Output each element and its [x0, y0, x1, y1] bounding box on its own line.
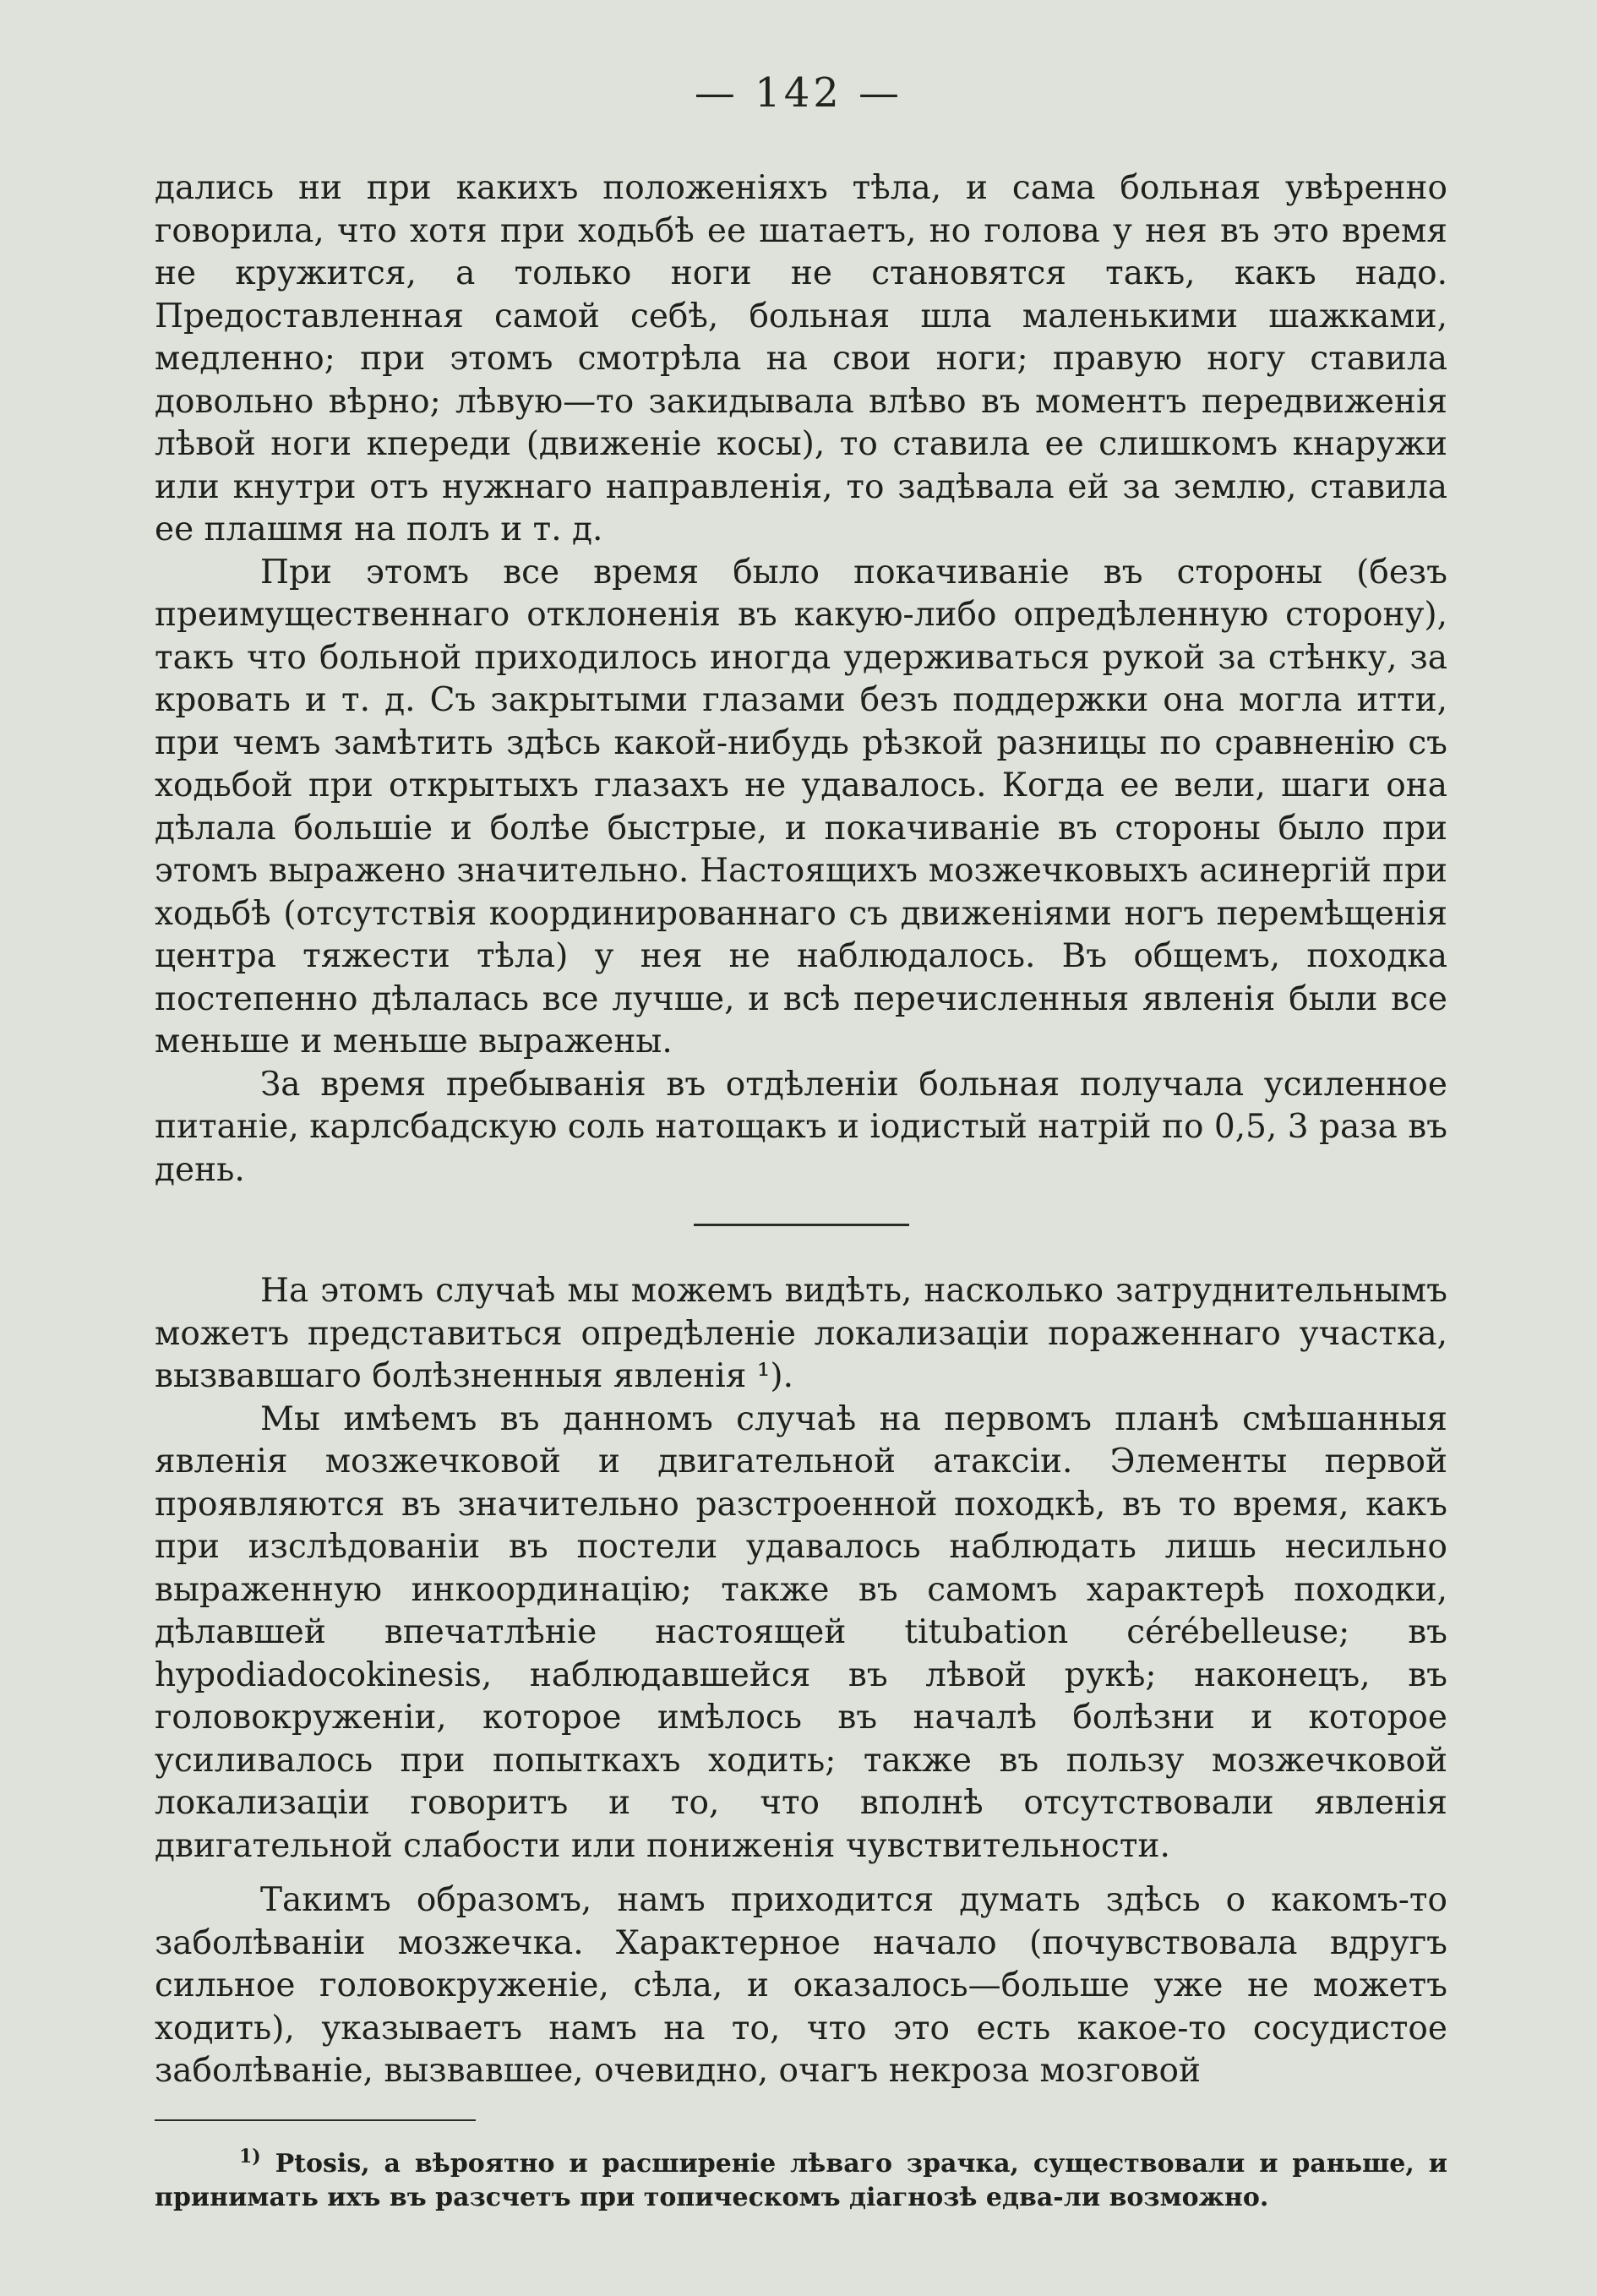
paragraph-3: За время пребыванія въ отдѣленіи больная получала усиленное питаніе, карлсбадскую соль натощакъ и іодистый натрій по 0,5, 3 раза въ день. [155, 1065, 1447, 1189]
footnote-mark: 1) [239, 2146, 261, 2168]
footnote [155, 2140, 1447, 2215]
paragraph-4: На этомъ случаѣ мы можемъ видѣть, насколько затруднительнымъ можетъ представиться опредѣленіе локализаціи пораженнаго участка, вызвавшаго болѣзненныя явленія ¹). [155, 1272, 1447, 1395]
main-text [155, 167, 1447, 2093]
section-divider [694, 1224, 909, 1226]
footnote-divider [155, 2119, 476, 2121]
footnote-text: Ptosis, а вѣроятно и расширеніе лѣваго зрачка, существовали и раньше, и принимать ихъ въ разсчетъ при топическомъ діагнозѣ едва-ли возможно. [155, 2149, 1447, 2212]
page-number: — 142 — [694, 69, 903, 117]
paragraph-1: дались ни при какихъ положеніяхъ тѣла, и сама больная увѣренно говорила, что хотя при ходьбѣ ее шатаетъ, но голова у нея въ это время не кружится, а только ноги не становятся такъ, какъ надо. Предоставленная самой себѣ, больная шла маленькими шажками, медленно; при этомъ смотрѣла на свои ноги; правую ногу ставила довольно вѣрно; лѣвую—то закидывала влѣво въ моментъ передвиженія лѣвой ноги кпереди (движеніе косы), то ставила ее слишкомъ кнаружи или кнутри отъ нужнаго направленія, то задѣвала ей за землю, ставила ее плашмя на полъ и т. д. [155, 169, 1447, 548]
paragraph-6: Такимъ образомъ, намъ приходится думать здѣсь о какомъ-то заболѣваніи мозжечка. Характерное начало (почувствовала вдругъ сильное головокруженіе, сѣла, и оказалось—больше уже не можетъ ходить), указываетъ намъ на то, что это есть какое-то сосудистое заболѣваніе, вызвавшее, очевидно, очагъ некроза мозговой [155, 1881, 1447, 2090]
paragraph-5: Мы имѣемъ въ данномъ случаѣ на первомъ планѣ смѣшанныя явленія мозжечковой и двигательной атаксіи. Элементы первой проявляются въ значительно разстроенной походкѣ, въ то время, какъ при изслѣдованіи въ постели удавалось наблюдать лишь несильно выраженную инкоординацію; также въ самомъ характерѣ походки, дѣлавшей впечатлѣніе настоящей titubation cérébelleuse; въ hypodiadocokinesis, наблюдавшейся въ лѣвой рукѣ; наконецъ, въ головокруженіи, которое имѣлось въ началѣ болѣзни и которое усиливалось при попыткахъ ходить; также въ пользу мозжечковой локализаціи говоритъ и то, что вполнѣ отсутствовали явленія двигательной слабости или пониженія чувствительности. [155, 1399, 1447, 1865]
paragraph-2: При этомъ все время было покачиваніе въ стороны (безъ преимущественнаго отклоненія въ какую-либо опредѣленную сторону), такъ что больной приходилось иногда удерживаться рукой за стѣнку, за кровать и т. д. Съ закрытыми глазами безъ поддержки она могла итти, при чемъ замѣтить здѣсь какой-нибудь рѣзкой разницы по сравненію съ ходьбой при открытыхъ глазахъ не удавалось. Когда ее вели, шаги она дѣлала большіе и болѣе быстрые, и покачиваніе въ стороны было при этомъ выражено значительно. Настоящихъ мозжечковыхъ асинергій при ходьбѣ (отсутствія координированнаго съ движеніями ногъ перемѣщенія центра тяжести тѣла) у нея не наблюдалось. Въ общемъ, походка постепенно дѣлалась все лучше, и всѣ перечисленныя явленія были все меньше и меньше выражены. [155, 553, 1447, 1061]
